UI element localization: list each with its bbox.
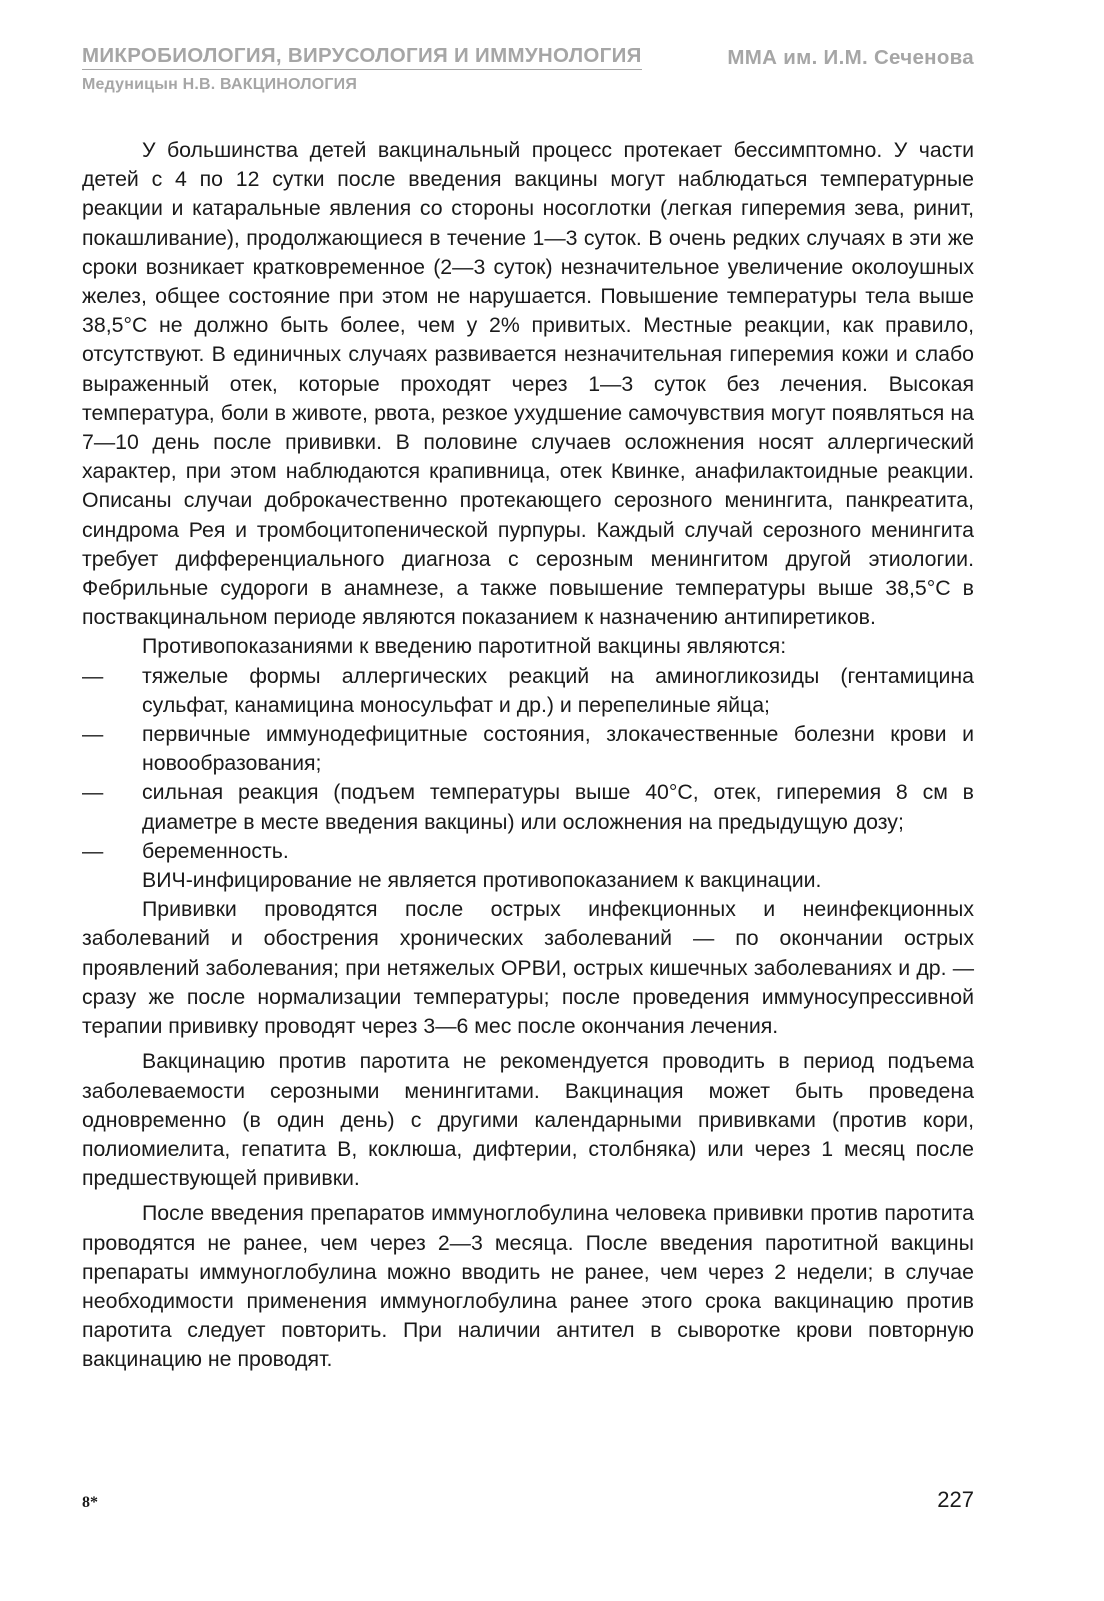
paragraph-timing: Прививки проводятся после острых инфекционных и неинфекционных заболеваний и обострения хронических заболеваний — по окончании острых проявлений заболевания; при нетяжелых ОРВИ, острых кишечных заболеваниях и др. — сразу же после нормализации температуры; после проведения иммуносупрессивной терапии прививку проводят через 3—6 мес после окончания лечения. xyxy=(82,897,974,1039)
list-item xyxy=(82,662,974,720)
header-row xyxy=(82,44,974,70)
page-body xyxy=(82,136,974,1375)
paragraph-hiv: ВИЧ-инфицирование не является противопоказанием к вакцинации. xyxy=(142,868,822,893)
publisher-title: ММА им. И.М. Сеченова xyxy=(727,46,974,69)
list-item xyxy=(82,837,974,866)
dash-marker: — xyxy=(82,722,104,747)
paragraph-contraindications-intro: Противопоказаниями к введению паротитной вакцины являются: xyxy=(142,634,787,659)
paragraph-immunoglobulin: После введения препаратов иммуноглобулина человека прививки против паротита проводятся не ранее, чем через 2—3 месяца. После введения паротитной вакцины препараты иммуноглобулина можно вводить не ранее, чем через 2 недели; в случае необходимости применения иммуноглобулина ранее этого срока вакцинацию против паротита следует повторить. При наличии антител в сыворотке крови повторную вакцинацию не проводят. xyxy=(82,1201,974,1372)
paragraph-vaccination-course: У большинства детей вакцинальный процесс протекает бессимптомно. У части детей с 4 по 12 сутки после введения вакцины могут наблюдаться температурные реакции и катаральные явления со стороны носоглотки (легкая гиперемия зева, ринит, покашливание), продолжающиеся в течение 1—3 суток. В очень редких случаях в эти же сроки возникает кратковременное (2—3 суток) незначительное увеличение околоушных желез, общее состояние при этом не нарушается. Повышение температуры тела выше 38,5°С не должно быть более, чем у 2% привитых. Местные реакции, как правило, отсутствуют. В единичных случаях развивается незначительная гиперемия кожи и слабо выраженный отек, которые проходят через 1—3 суток без лечения. Высокая температура, боли в животе, рвота, резкое ухудшение самочувствия могут появляться на 7—10 день после прививки. В половине случаев осложнения носят аллергический характер, при этом наблюдаются крапивница, отек Квинке, анафилактоидные реакции. Описаны случаи доброкачественно протекающего серозного менингита, панкреатита, синдрома Рея и тромбоцитопенической пурпуры. Каждый случай серозного менингита требует дифференциального диагноза с серозным менингитом другой этиологии. Фебрильные судороги в анамнезе, а также повышение температуры выше 38,5°С в поствакцинальном периоде являются показанием к назначению антипиретиков. xyxy=(82,138,974,630)
page-number: 227 xyxy=(937,1487,974,1512)
author-book-title: Медуницын Н.В. ВАКЦИНОЛОГИЯ xyxy=(82,76,358,93)
list-item xyxy=(82,720,974,778)
list-item-text: тяжелые формы аллергических реакций на аминогликозиды (гентамицина сульфат, канамицина моносульфат и др.) и перепелиные яйца; xyxy=(142,663,974,717)
book-series-title: МИКРОБИОЛОГИЯ, ВИРУСОЛОГИЯ И ИММУНОЛОГИЯ xyxy=(82,44,642,70)
running-head xyxy=(82,44,974,94)
list-item-text: беременность. xyxy=(142,838,289,863)
paragraph-meningitis: Вакцинацию против паротита не рекомендуется проводить в период подъема заболеваемости серозными менингитами. Вакцинация может быть проведена одновременно (в один день) с другими календарными прививками (против кори, полиомиелита, гепатита В, коклюша, дифтерии, столбняка) или через 1 месяц после предшествующей прививки. xyxy=(82,1049,974,1191)
contraindications-list xyxy=(82,662,974,866)
dash-marker: — xyxy=(82,780,104,805)
list-item xyxy=(82,778,974,836)
list-item-text: первичные иммунодефицитные состояния, злокачественные болезни крови и новообразования; xyxy=(142,722,974,776)
dash-marker: — xyxy=(82,838,104,863)
dash-marker: — xyxy=(82,663,104,688)
printer-signature: 8* xyxy=(82,1494,98,1511)
list-item-text: сильная реакция (подъем температуры выше 40°С, отек, гиперемия 8 см в диаметре в месте введения вакцины) или осложнения на предыдущую дозу; xyxy=(142,780,974,834)
page-footer xyxy=(82,1487,974,1513)
